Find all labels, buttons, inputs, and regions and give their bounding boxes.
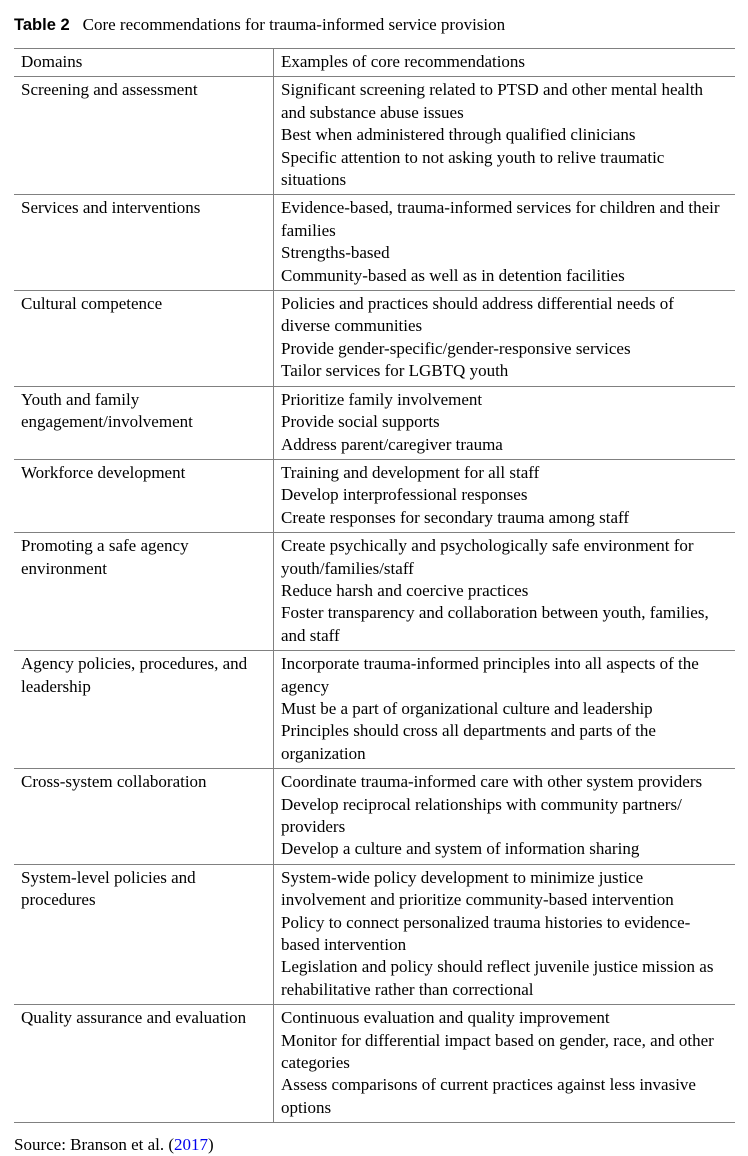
example-item: Develop reciprocal relationships with community partners/ providers — [281, 794, 682, 836]
domain-cell: Workforce development — [14, 459, 274, 532]
example-item: Evidence-based, trauma-informed services for children and their families — [281, 198, 720, 240]
domain-cell: Promoting a safe agency environment — [14, 533, 274, 651]
examples-cell — [274, 651, 736, 769]
column-header-domains: Domains — [14, 49, 274, 77]
example-item: Address parent/caregiver trauma — [281, 434, 503, 454]
example-item: Create psychically and psychologically safe environment for youth/families/staff — [281, 536, 694, 578]
header-row — [14, 49, 735, 77]
table-body — [14, 77, 735, 1123]
example-item: Training and development for all staff — [281, 462, 540, 482]
examples-cell — [274, 77, 736, 195]
example-item: Monitor for differential impact based on gender, race, and other categories — [281, 1030, 714, 1073]
domain-cell: Youth and family engagement/involvement — [14, 386, 274, 459]
domain-cell: Cultural competence — [14, 291, 274, 387]
table-row — [14, 386, 735, 459]
example-item: Provide social supports — [281, 412, 440, 432]
source-note — [14, 1134, 735, 1156]
example-item: Principles should cross all departments and parts of the organization — [281, 721, 656, 763]
example-item: Community-based as well as in detention facilities — [281, 265, 625, 285]
examples-cell — [274, 533, 736, 651]
example-item: Incorporate trauma-informed principles into all aspects of the agency — [281, 654, 699, 696]
domain-cell: Services and interventions — [14, 195, 274, 291]
source-suffix-text: ) — [208, 1135, 214, 1155]
examples-cell — [274, 386, 736, 459]
example-item: Develop interprofessional responses — [281, 485, 528, 505]
example-item: Coordinate trauma-informed care with other system providers — [281, 772, 703, 792]
example-item: Reduce harsh and coercive practices — [281, 580, 529, 600]
domain-cell: Agency policies, procedures, and leadership — [14, 651, 274, 769]
table-row — [14, 1005, 735, 1123]
examples-cell — [274, 769, 736, 865]
table-caption — [14, 14, 735, 36]
example-item: Policy to connect personalized trauma histories to evidence-based intervention — [281, 912, 691, 955]
example-item: Strengths-based — [281, 243, 390, 263]
example-item: Must be a part of organizational culture and leadership — [281, 698, 653, 718]
examples-cell — [274, 291, 736, 387]
example-item: Foster transparency and collaboration between youth, families, and staff — [281, 603, 709, 645]
example-item: Prioritize family involvement — [281, 389, 483, 409]
table-row — [14, 77, 735, 195]
example-item: Continuous evaluation and quality improvement — [281, 1008, 610, 1028]
example-item: Create responses for secondary trauma among staff — [281, 507, 630, 527]
source-prefix-text: Source: Branson et al. ( — [14, 1135, 175, 1155]
domain-cell: Cross-system collaboration — [14, 769, 274, 865]
example-item: Develop a culture and system of information sharing — [281, 839, 640, 859]
example-item: Tailor services for LGBTQ youth — [281, 361, 509, 381]
table-row — [14, 769, 735, 865]
domain-cell: System-level policies and procedures — [14, 864, 274, 1004]
table-row — [14, 291, 735, 387]
examples-cell — [274, 864, 736, 1004]
example-item: Significant screening related to PTSD and other mental health and substance abuse issues — [281, 80, 704, 122]
example-item: Provide gender-specific/gender-responsive services — [281, 338, 631, 358]
example-item: Policies and practices should address differential needs of diverse communities — [281, 294, 674, 336]
recommendations-table — [14, 48, 735, 1123]
examples-cell — [274, 459, 736, 532]
domain-cell: Screening and assessment — [14, 77, 274, 195]
example-item: Best when administered through qualified clinicians — [281, 125, 636, 145]
table-row — [14, 533, 735, 651]
table-row — [14, 651, 735, 769]
examples-cell — [274, 195, 736, 291]
table-number-label: Table 2 — [14, 16, 70, 34]
table-row — [14, 459, 735, 532]
citation-year-link[interactable]: 2017 — [174, 1135, 209, 1155]
example-item: Assess comparisons of current practices against less invasive options — [281, 1075, 696, 1117]
table-caption-text: Core recommendations for trauma-informed service provision — [82, 15, 506, 34]
example-item: Legislation and policy should reflect juvenile justice mission as rehabilitative rather than correctional — [281, 957, 714, 999]
examples-cell — [274, 1005, 736, 1123]
table-row — [14, 864, 735, 1004]
example-item: Specific attention to not asking youth to relive traumatic situations — [281, 147, 665, 190]
domain-cell: Quality assurance and evaluation — [14, 1005, 274, 1123]
column-header-examples: Examples of core recommendations — [281, 52, 526, 71]
example-item: System-wide policy development to minimize justice involvement and prioritize community-based intervention — [281, 867, 674, 910]
table-row — [14, 195, 735, 291]
